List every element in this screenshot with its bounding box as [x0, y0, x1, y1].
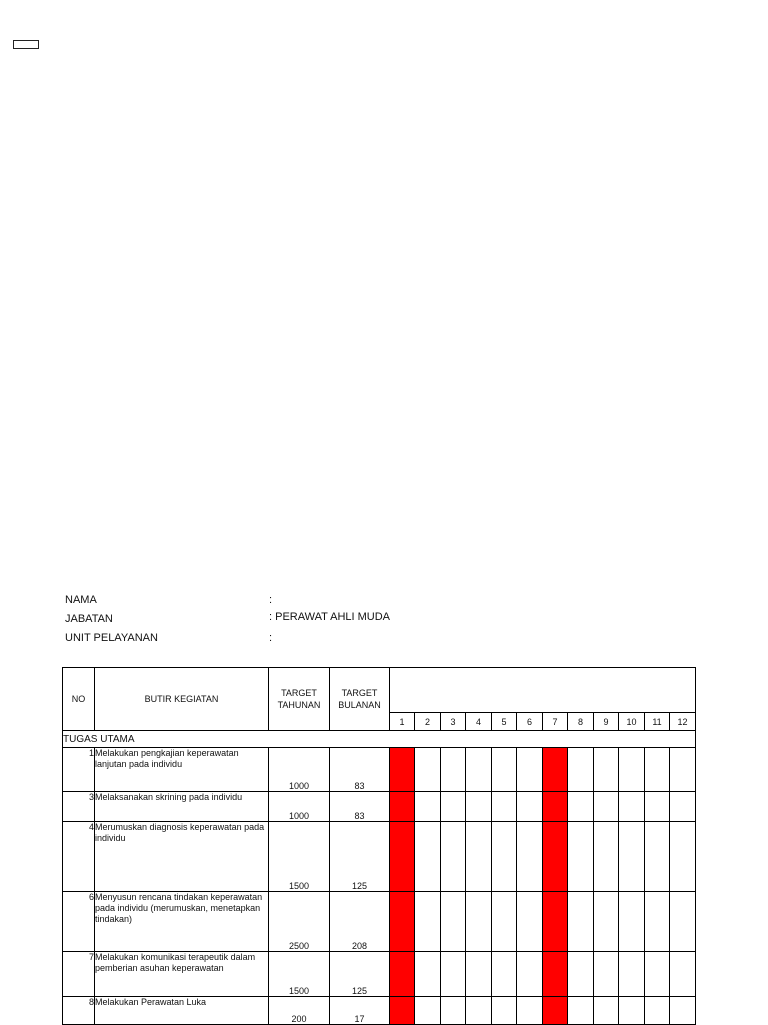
month-cell-3 — [441, 892, 466, 952]
row-target-tahunan: 1000 — [269, 748, 330, 792]
month-cell-4 — [466, 792, 492, 822]
month-cell-10 — [619, 997, 645, 1025]
month-cell-6 — [517, 792, 543, 822]
month-cell-11 — [645, 997, 670, 1025]
month-header-11: 11 — [645, 713, 670, 731]
month-cell-4 — [466, 822, 492, 892]
month-header-9: 9 — [594, 713, 619, 731]
activity-target-table — [62, 667, 696, 1025]
month-cell-2 — [415, 822, 441, 892]
month-cell-11 — [645, 952, 670, 997]
month-cell-1 — [390, 892, 415, 952]
month-cell-2 — [415, 748, 441, 792]
month-cell-9 — [594, 952, 619, 997]
row-butir-kegiatan: Melakukan pengkajian keperawatan lanjutan pada individu — [95, 748, 269, 792]
month-cell-4 — [466, 748, 492, 792]
month-cell-6 — [517, 822, 543, 892]
row-target-bulanan: 83 — [330, 792, 390, 822]
info-value: : — [269, 632, 273, 644]
month-cell-7 — [543, 822, 568, 892]
row-butir-kegiatan: Melaksanakan skrining pada individu — [95, 792, 269, 822]
month-cell-9 — [594, 997, 619, 1025]
header-months-group — [390, 668, 696, 713]
month-cell-10 — [619, 822, 645, 892]
row-target-bulanan: 17 — [330, 997, 390, 1025]
header-target-tahunan: TARGET TAHUNAN — [269, 668, 330, 731]
month-cell-12 — [670, 952, 696, 997]
info-value: : PERAWAT AHLI MUDA — [269, 611, 391, 623]
month-cell-3 — [441, 952, 466, 997]
row-target-tahunan: 200 — [269, 997, 330, 1025]
month-cell-8 — [568, 822, 594, 892]
month-header-4: 4 — [466, 713, 492, 731]
month-header-6: 6 — [517, 713, 543, 731]
month-cell-12 — [670, 792, 696, 822]
month-cell-7 — [543, 952, 568, 997]
month-cell-5 — [492, 997, 517, 1025]
row-no: 8 — [63, 997, 95, 1025]
month-cell-9 — [594, 748, 619, 792]
month-cell-11 — [645, 748, 670, 792]
month-cell-3 — [441, 792, 466, 822]
month-cell-10 — [619, 748, 645, 792]
month-cell-6 — [517, 952, 543, 997]
month-cell-1 — [390, 952, 415, 997]
month-cell-12 — [670, 997, 696, 1025]
month-cell-7 — [543, 997, 568, 1025]
row-target-bulanan: 83 — [330, 748, 390, 792]
table-row — [63, 792, 696, 822]
month-cell-4 — [466, 952, 492, 997]
month-cell-12 — [670, 892, 696, 952]
row-butir-kegiatan: Melakukan Perawatan Luka — [95, 997, 269, 1025]
section-title: TUGAS UTAMA — [63, 731, 696, 748]
table-row — [63, 997, 696, 1025]
month-cell-12 — [670, 748, 696, 792]
month-header-3: 3 — [441, 713, 466, 731]
month-cell-8 — [568, 892, 594, 952]
month-cell-9 — [594, 822, 619, 892]
month-cell-11 — [645, 822, 670, 892]
row-butir-kegiatan: Merumuskan diagnosis keperawatan pada individu — [95, 822, 269, 892]
month-cell-1 — [390, 748, 415, 792]
info-label: UNIT PELAYANAN — [65, 632, 158, 644]
table-row — [63, 952, 696, 997]
month-cell-10 — [619, 792, 645, 822]
month-header-10: 10 — [619, 713, 645, 731]
month-cell-2 — [415, 952, 441, 997]
info-label: NAMA — [65, 594, 97, 606]
month-cell-6 — [517, 748, 543, 792]
month-cell-8 — [568, 792, 594, 822]
month-cell-7 — [543, 748, 568, 792]
month-cell-5 — [492, 748, 517, 792]
table-row — [63, 822, 696, 892]
header-target-bulanan: TARGET BULANAN — [330, 668, 390, 731]
month-header-8: 8 — [568, 713, 594, 731]
month-header-5: 5 — [492, 713, 517, 731]
month-cell-3 — [441, 822, 466, 892]
month-cell-5 — [492, 792, 517, 822]
month-cell-5 — [492, 892, 517, 952]
header-butir-kegiatan: BUTIR KEGIATAN — [95, 668, 269, 731]
month-cell-2 — [415, 997, 441, 1025]
header-no: NO — [63, 668, 95, 731]
row-no: 7 — [63, 952, 95, 997]
month-cell-1 — [390, 822, 415, 892]
row-no: 4 — [63, 822, 95, 892]
row-target-tahunan: 1500 — [269, 952, 330, 997]
month-cell-11 — [645, 792, 670, 822]
month-cell-3 — [441, 748, 466, 792]
month-cell-8 — [568, 997, 594, 1025]
month-cell-1 — [390, 792, 415, 822]
month-cell-8 — [568, 952, 594, 997]
month-cell-10 — [619, 952, 645, 997]
row-butir-kegiatan: Menyusun rencana tindakan keperawatan pada individu (merumuskan, menetapkan tindakan) — [95, 892, 269, 952]
month-cell-2 — [415, 792, 441, 822]
month-cell-4 — [466, 997, 492, 1025]
month-cell-9 — [594, 892, 619, 952]
month-cell-2 — [415, 892, 441, 952]
row-target-bulanan: 208 — [330, 892, 390, 952]
month-cell-5 — [492, 822, 517, 892]
row-target-bulanan: 125 — [330, 952, 390, 997]
info-value: : — [269, 594, 273, 606]
month-cell-7 — [543, 792, 568, 822]
corner-marker-box — [13, 40, 39, 49]
table-row — [63, 892, 696, 952]
table-row — [63, 748, 696, 792]
month-cell-3 — [441, 997, 466, 1025]
month-header-12: 12 — [670, 713, 696, 731]
month-header-2: 2 — [415, 713, 441, 731]
month-cell-7 — [543, 892, 568, 952]
month-cell-5 — [492, 952, 517, 997]
month-cell-9 — [594, 792, 619, 822]
month-header-1: 1 — [390, 713, 415, 731]
row-no: 1 — [63, 748, 95, 792]
info-label: JABATAN — [65, 613, 113, 625]
month-cell-8 — [568, 748, 594, 792]
row-target-bulanan: 125 — [330, 822, 390, 892]
row-no: 3 — [63, 792, 95, 822]
month-header-7: 7 — [543, 713, 568, 731]
month-cell-4 — [466, 892, 492, 952]
month-cell-11 — [645, 892, 670, 952]
row-target-tahunan: 2500 — [269, 892, 330, 952]
row-target-tahunan: 1500 — [269, 822, 330, 892]
row-target-tahunan: 1000 — [269, 792, 330, 822]
month-cell-12 — [670, 822, 696, 892]
month-cell-6 — [517, 997, 543, 1025]
month-cell-6 — [517, 892, 543, 952]
row-no: 6 — [63, 892, 95, 952]
month-cell-10 — [619, 892, 645, 952]
month-cell-1 — [390, 997, 415, 1025]
row-butir-kegiatan: Melakukan komunikasi terapeutik dalam pemberian asuhan keperawatan — [95, 952, 269, 997]
